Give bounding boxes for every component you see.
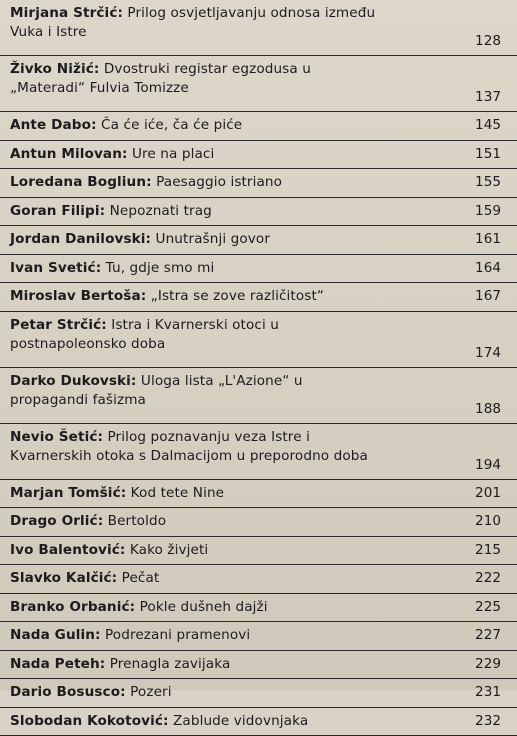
entry-author: Petar Strčić: bbox=[10, 317, 107, 333]
entry-title: Bertoldo bbox=[103, 513, 166, 529]
entry-page-number: 194 bbox=[475, 456, 501, 475]
entry-page-number: 137 bbox=[475, 88, 501, 107]
entry-page-number: 167 bbox=[475, 287, 501, 306]
entry-title: Istra i Kvarnerski otoci u bbox=[107, 317, 279, 333]
entry-title: Pozeri bbox=[126, 684, 172, 700]
toc-entry bbox=[0, 56, 517, 112]
entry-line bbox=[10, 202, 501, 221]
entry-title: Pokle dušneh dajži bbox=[135, 599, 267, 615]
toc-entry bbox=[0, 226, 517, 255]
entry-page-number: 232 bbox=[475, 712, 501, 731]
toc-entry bbox=[0, 508, 517, 537]
entry-line bbox=[10, 173, 501, 192]
toc-entry bbox=[0, 141, 517, 170]
entry-line bbox=[10, 316, 501, 335]
entry-title: Dvostruki registar egzodusa u bbox=[99, 61, 311, 77]
entry-title: Uloga lista „L'Azione“ u bbox=[136, 373, 302, 389]
entry-author: Ivan Svetić: bbox=[10, 260, 101, 276]
entry-author: Goran Filipi: bbox=[10, 203, 105, 219]
entry-author: Slavko Kalčić: bbox=[10, 570, 117, 586]
toc-entry bbox=[0, 169, 517, 198]
toc-entry bbox=[0, 480, 517, 509]
entry-line bbox=[10, 712, 501, 731]
entry-title: Prenagla zavijaka bbox=[105, 656, 230, 672]
entry-line bbox=[10, 569, 501, 588]
entry-page-number: 164 bbox=[475, 259, 501, 278]
entry-title-continued: „Materadi“ Fulvia Tomizze bbox=[10, 79, 501, 98]
entry-author: Slobodan Kokotović: bbox=[10, 713, 169, 729]
entry-title-continued: Vuka i Istre bbox=[10, 23, 501, 42]
entry-author: Drago Orlić: bbox=[10, 513, 103, 529]
entry-author: Nevio Šetić: bbox=[10, 429, 103, 445]
toc-entry bbox=[0, 198, 517, 227]
entry-line bbox=[10, 287, 501, 306]
entry-page-number: 201 bbox=[475, 484, 501, 503]
entry-line bbox=[10, 60, 501, 79]
entry-title: Unutrašnji govor bbox=[151, 231, 270, 247]
entry-title: Pečat bbox=[117, 570, 159, 586]
entry-line bbox=[10, 145, 501, 164]
entry-page-number: 161 bbox=[475, 230, 501, 249]
toc-entry bbox=[0, 283, 517, 312]
entry-page-number: 222 bbox=[475, 569, 501, 588]
entry-title-continued: propagandi fašizma bbox=[10, 391, 501, 410]
entry-page-number: 225 bbox=[475, 598, 501, 617]
toc-entry bbox=[0, 112, 517, 141]
entry-line bbox=[10, 116, 501, 135]
entry-line bbox=[10, 372, 501, 391]
entry-title-continued: postnapoleonsko doba bbox=[10, 335, 501, 354]
entry-author: Živko Nižić: bbox=[10, 61, 99, 77]
toc-entry bbox=[0, 424, 517, 480]
toc-entry bbox=[0, 0, 517, 56]
entry-line bbox=[10, 683, 501, 702]
entry-line bbox=[10, 4, 501, 23]
entry-author: Nada Gulin: bbox=[10, 627, 101, 643]
entry-title: Nepoznati trag bbox=[105, 203, 212, 219]
toc-entry bbox=[0, 679, 517, 708]
entry-page-number: 188 bbox=[475, 400, 501, 419]
toc-entry bbox=[0, 651, 517, 680]
entry-title: „Istra se zove različitost“ bbox=[146, 288, 324, 304]
toc-entry bbox=[0, 368, 517, 424]
entry-page-number: 174 bbox=[475, 344, 501, 363]
toc-entry bbox=[0, 708, 517, 736]
entry-author: Darko Dukovski: bbox=[10, 373, 136, 389]
entry-line bbox=[10, 428, 501, 447]
entry-author: Antun Milovan: bbox=[10, 146, 128, 162]
entry-page-number: 210 bbox=[475, 512, 501, 531]
entry-title: Ča će iće, ča će piće bbox=[97, 117, 243, 133]
entry-line bbox=[10, 512, 501, 531]
toc-entry bbox=[0, 565, 517, 594]
entry-page-number: 145 bbox=[475, 116, 501, 135]
entry-title: Zablude vidovnjaka bbox=[169, 713, 309, 729]
entry-page-number: 128 bbox=[475, 32, 501, 51]
entry-author: Ante Dabo: bbox=[10, 117, 97, 133]
entry-author: Marjan Tomšić: bbox=[10, 485, 126, 501]
toc-entry bbox=[0, 312, 517, 368]
entry-page-number: 231 bbox=[475, 683, 501, 702]
entry-page-number: 229 bbox=[475, 655, 501, 674]
entry-title: Kod tete Nine bbox=[126, 485, 224, 501]
entry-line bbox=[10, 655, 501, 674]
entry-title-continued: Kvarnerskih otoka s Dalmacijom u preporodno doba bbox=[10, 447, 501, 466]
entry-line bbox=[10, 259, 501, 278]
entry-page-number: 155 bbox=[475, 173, 501, 192]
entry-author: Nada Peteh: bbox=[10, 656, 105, 672]
toc-entry bbox=[0, 255, 517, 284]
entry-title: Prilog osvjetljavanju odnosa između bbox=[123, 5, 375, 21]
entry-page-number: 151 bbox=[475, 145, 501, 164]
entry-author: Branko Orbanić: bbox=[10, 599, 135, 615]
entry-line bbox=[10, 541, 501, 560]
entry-title: Podrezani pramenovi bbox=[101, 627, 251, 643]
entry-author: Ivo Balentović: bbox=[10, 542, 125, 558]
entry-title: Kako živjeti bbox=[125, 542, 208, 558]
entry-author: Mirjana Strčić: bbox=[10, 5, 123, 21]
entry-page-number: 159 bbox=[475, 202, 501, 221]
entry-title: Paesaggio istriano bbox=[152, 174, 282, 190]
entry-page-number: 227 bbox=[475, 626, 501, 645]
entry-line bbox=[10, 598, 501, 617]
entry-line bbox=[10, 626, 501, 645]
toc-entry bbox=[0, 537, 517, 566]
entry-page-number: 215 bbox=[475, 541, 501, 560]
entry-title: Prilog poznavanju veza Istre i bbox=[103, 429, 310, 445]
entry-author: Miroslav Bertoša: bbox=[10, 288, 146, 304]
entry-author: Dario Bosusco: bbox=[10, 684, 126, 700]
entry-author: Loredana Bogliun: bbox=[10, 174, 152, 190]
toc-entry bbox=[0, 594, 517, 623]
toc-entry bbox=[0, 622, 517, 651]
entry-line bbox=[10, 484, 501, 503]
entry-title: Tu, gdje smo mi bbox=[101, 260, 214, 276]
entry-line bbox=[10, 230, 501, 249]
entry-title: Ure na placi bbox=[128, 146, 215, 162]
entry-author: Jordan Danilovski: bbox=[10, 231, 151, 247]
